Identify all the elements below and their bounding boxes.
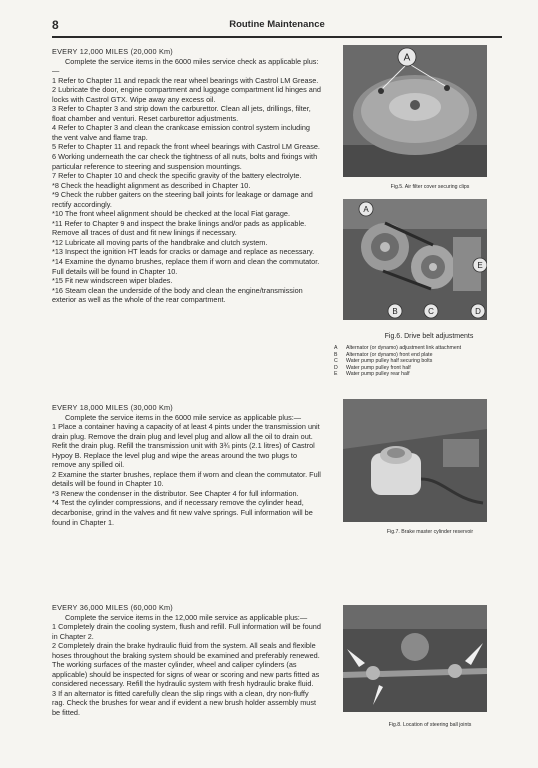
legend-key: B	[334, 351, 338, 358]
page-number: 8	[52, 18, 59, 32]
service-item: 3 Refer to Chapter 3 and strip down the carburettor. Clean all jets, drillings, filter, float chamber and venturi. Reset carburettor adjustments.	[52, 104, 311, 123]
fig7-caption: Fig.7. Brake master cylinder reservoir	[386, 529, 474, 535]
legend-row	[334, 345, 530, 352]
service-item: *12 Lubricate all moving parts of the handbrake and clutch system.	[52, 237, 268, 247]
service-item: 3 If an alternator is fitted carefully clean the slip rings with a clean, dry non-fluffy rag. Check the brushes for wear and if evident a new brush holder assembly must be fitted.	[52, 688, 317, 718]
legend-text: Alternator (or dynamo) adjustment link attachment	[346, 345, 462, 351]
legend-row	[334, 371, 530, 378]
service-item: *10 The front wheel alignment should be checked at the local Fiat garage.	[52, 209, 290, 219]
legend-key: E	[334, 371, 338, 378]
service-item: 7 Refer to Chapter 10 and check the specific gravity of the battery electrolyte.	[52, 171, 302, 181]
service-item: 2 Completely drain the brake hydraulic fluid from the system. All seals and flexible hoses throughout the braking system should be examined and preferably renewed. The working surfaces of the master cylinder, wheel and caliper cylinders (as applicable) should be inspected for signs of wear or scoring and new parts fitted as considered necessary. Refill the hydraulic system with fresh hydraulic brake fluid.	[52, 641, 320, 689]
section-intro: Complete the service items in the 12,000 mile service as applicable plus:—	[65, 612, 308, 622]
legend-key: C	[334, 358, 338, 365]
section-36000-miles	[52, 603, 322, 718]
section-18000-miles	[52, 403, 322, 527]
fig8-caption: Fig.8. Location of steering ball joints	[388, 722, 472, 728]
legend-row	[334, 358, 530, 365]
service-item: *11 Refer to Chapter 9 and inspect the brake linings and/or pads as applicable. Remove all traces of dust and fit new linings if necessary.	[52, 218, 307, 238]
header-rule	[52, 36, 502, 38]
legend-text: Water pump pulley front half	[346, 364, 411, 371]
section-heading: EVERY 12,000 MILES (20,000 Km)	[52, 47, 173, 56]
service-item: *8 Check the headlight alignment as described in Chapter 10.	[52, 180, 251, 190]
figure-brake-reservoir-photo	[343, 399, 487, 522]
section-heading: EVERY 36,000 MILES (60,000 Km)	[52, 603, 173, 612]
service-item: 1 Refer to Chapter 11 and repack the rear wheel bearings with Castrol LM Grease.	[52, 75, 319, 85]
figure-drive-belt-photo	[343, 199, 487, 320]
legend-text: Water pump pulley rear half	[346, 371, 410, 378]
legend-key: A	[334, 345, 338, 351]
page-header	[52, 16, 502, 36]
service-item: *15 Fit new windscreen wiper blades.	[52, 276, 173, 286]
service-item: *14 Examine the dynamo brushes, replace them if worn and clean the commutator. Full details will be found in Chapter 10.	[52, 257, 320, 276]
section-intro: Complete the service items in the 6000 mile service as applicable plus:—	[65, 412, 302, 422]
service-item: 4 Refer to Chapter 3 and clean the crankcase emission control system including the vent valve and flame trap.	[52, 123, 310, 142]
fig6-label-d: D	[475, 307, 481, 316]
fig6-label-c: C	[428, 307, 434, 316]
service-item: *16 Steam clean the underside of the body and clean the engine/transmission exterior as well as the whole of the rear compartment.	[52, 285, 303, 305]
legend-row	[334, 352, 530, 359]
fig6-title: Fig.6. Drive belt adjustments	[384, 333, 474, 340]
figure-steering-joints-photo	[343, 605, 487, 712]
legend-row	[334, 365, 530, 372]
section-heading: EVERY 18,000 MILES (30,000 Km)	[52, 403, 173, 412]
fig6-label-e: E	[477, 261, 483, 270]
running-title: Routine Maintenance	[229, 19, 325, 30]
legend-text: Water pump pulley half securing bolts	[346, 358, 433, 365]
service-item: *3 Renew the condenser in the distributor. See Chapter 4 for full information.	[52, 488, 299, 498]
fig6-legend	[334, 345, 530, 378]
service-item: 6 Working underneath the car check the tightness of all nuts, bolts and fixings with particular reference to steering and suspension mountings.	[52, 152, 318, 171]
service-item: *9 Check the rubber gaiters on the steering ball joints for leakage or damage and rectify accordingly.	[52, 190, 313, 209]
section-intro: Complete the service items in the 6000 miles service check as applicable plus:—	[52, 56, 319, 76]
service-item: 2 Examine the starter brushes, replace them if worn and clean the commutator. Full details will be found in Chapter 10.	[52, 469, 321, 489]
service-item: 5 Refer to Chapter 11 and repack the front wheel bearings with Castrol LM Grease.	[52, 142, 320, 152]
service-item: 1 Completely drain the cooling system, flush and refill. Full information will be found in Chapter 2.	[52, 622, 321, 641]
fig5-label-a: A	[403, 52, 411, 64]
service-item: 2 Lubricate the door, engine compartment and luggage compartment lid hinges and locks with Castrol GTX. Wipe away any excess oil.	[52, 85, 321, 104]
service-item: *13 Inspect the ignition HT leads for cracks or damage and replace as necessary.	[52, 247, 315, 257]
legend-text: Alternator (or dynamo) front end plate	[346, 351, 433, 358]
section-12000-miles	[52, 47, 322, 305]
legend-key: D	[334, 364, 338, 371]
fig6-label-b: B	[392, 307, 398, 316]
service-item: *4 Test the cylinder compressions, and if necessary remove the cylinder head, decarbonise, grind in the valves and fit new valve springs. Full information will be found in Chapter 1.	[52, 498, 313, 527]
service-item: 1 Place a container having a capacity of at least 4 pints under the transmission unit drain plug. Remove the drain plug and level plug and allow all the oil to drain out. Refit the drain plug. Refill the transmission unit with 3¾ pints (2.1 litres) of Castrol Hypoy B. Replace the level plug and wipe the areas around the two plugs to remove any spilled oil.	[52, 422, 320, 470]
fig5-caption: Fig.5. Air filter cover securing clips	[390, 184, 470, 190]
fig6-label-a: A	[363, 205, 369, 214]
figure-air-filter-photo	[343, 45, 487, 177]
